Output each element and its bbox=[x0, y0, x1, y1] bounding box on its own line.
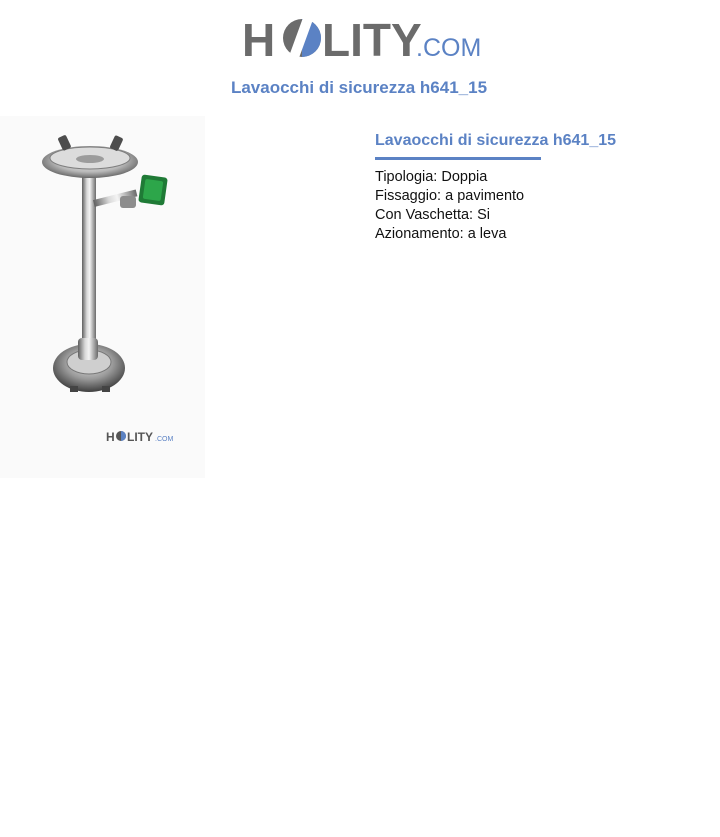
title-underline bbox=[375, 157, 541, 160]
spec-row-tipologia bbox=[375, 168, 705, 187]
spec-label: Tipologia: bbox=[375, 169, 438, 185]
svg-text:.COM: .COM bbox=[155, 436, 174, 443]
svg-text:LITY: LITY bbox=[127, 430, 153, 444]
spec-row-fissaggio bbox=[375, 187, 705, 206]
svg-text:.COM: .COM bbox=[416, 34, 482, 62]
spec-value: Si bbox=[477, 207, 491, 223]
product-details bbox=[375, 131, 705, 244]
spec-label: Azionamento: bbox=[375, 226, 464, 242]
spec-label: Fissaggio: bbox=[375, 188, 442, 204]
spec-value: a leva bbox=[467, 226, 507, 242]
logo-o-mark bbox=[283, 12, 321, 66]
spec-value: a pavimento bbox=[445, 188, 525, 204]
spec-label: Con Vaschetta: bbox=[375, 207, 474, 223]
product-title: Lavaocchi di sicurezza h641_15 bbox=[375, 132, 617, 149]
spec-list bbox=[375, 168, 705, 244]
spec-row-vaschetta bbox=[375, 206, 705, 225]
logo-wordmark bbox=[242, 12, 481, 66]
holity-logo[interactable] bbox=[242, 10, 482, 70]
svg-text:H: H bbox=[106, 430, 115, 444]
svg-text:LITY: LITY bbox=[322, 14, 422, 66]
spec-row-azionamento bbox=[375, 225, 705, 244]
page-title: Lavaocchi di sicurezza h641_15 bbox=[230, 78, 488, 97]
spec-value: Doppia bbox=[441, 169, 488, 185]
svg-text:H: H bbox=[242, 14, 276, 66]
eyewash-station-image bbox=[0, 116, 205, 478]
